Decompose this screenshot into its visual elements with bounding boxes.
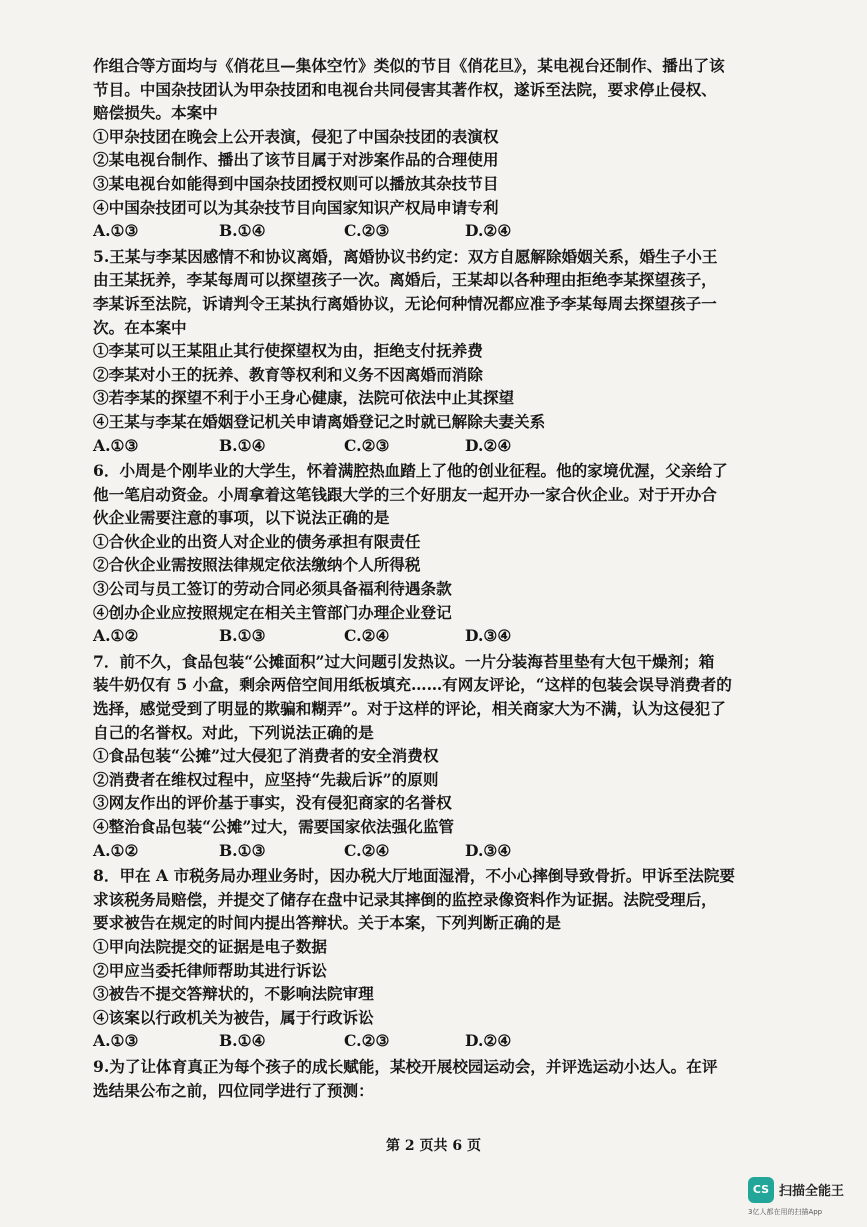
q8-statement: ④该案以行政机关为被告，属于行政诉讼 bbox=[93, 1007, 374, 1027]
q4-statement: ②某电视台制作、播出了该节目属于对涉案作品的合理使用 bbox=[93, 150, 499, 170]
q7-text-line: 自己的名誉权。对此，下列说法正确的是 bbox=[93, 722, 374, 742]
q7-option-b: B.①③ bbox=[219, 840, 266, 860]
q4-statement: ④中国杂技团可以为其杂技节目向国家知识产权局申请专利 bbox=[93, 197, 499, 217]
q6-text-line: 他一笔启动资金。小周拿着这笔钱跟大学的三个好朋友一起开办一家合伙企业。对于开办合 bbox=[93, 484, 717, 504]
q5-statement: ①李某可以王某阻止其行使探望权为由，拒绝支付抚养费 bbox=[93, 341, 483, 361]
q4-option-d: D.②④ bbox=[465, 221, 512, 241]
q6-options bbox=[93, 624, 793, 648]
q8-options bbox=[93, 1029, 793, 1053]
q5-text-line: 5.王某与李某因感情不和协议离婚，离婚协议书约定：双方自愿解除婚姻关系，婚生子小王 bbox=[93, 246, 718, 266]
q7-option-d: D.③④ bbox=[465, 840, 512, 860]
q6-statement: ④创办企业应按照规定在相关主管部门办理企业登记 bbox=[93, 602, 452, 622]
watermark-subtitle: 3亿人都在用的扫描App bbox=[748, 1208, 823, 1216]
q8-text-line: 要求被告在规定的时间内提出答辩状。关于本案，下列判断正确的是 bbox=[93, 913, 561, 933]
q5-text-line: 由王某抚养，李某每周可以探望孩子一次。离婚后，王某却以各种理由拒绝李某探望孩子， bbox=[93, 270, 717, 290]
q6-text-line: 6．小周是个刚毕业的大学生，怀着满腔热血踏上了他的创业征程。他的家境优渥，父亲给了 bbox=[93, 461, 728, 481]
q5-statement: ③若李某的探望不利于小王身心健康，法院可依法中止其探望 bbox=[93, 388, 515, 408]
q5-option-a: A.①③ bbox=[93, 435, 139, 455]
q8-statement: ②甲应当委托律师帮助其进行诉讼 bbox=[93, 960, 327, 980]
q8-option-b: B.①④ bbox=[219, 1031, 266, 1051]
page-number: 第 2 页共 6 页 bbox=[386, 1138, 481, 1154]
q7-options bbox=[93, 839, 793, 863]
q8-text-line: 求该税务局赔偿，并提交了储存在盘中记录其摔倒的监控录像资料作为证据。法院受理后， bbox=[93, 889, 717, 909]
q7-statement: ③网友作出的评价基于事实，没有侵犯商家的名誉权 bbox=[93, 793, 452, 813]
q6-statement: ②合伙企业需按照法律规定依法缴纳个人所得税 bbox=[93, 555, 421, 575]
q7-statement: ①食品包装“公摊”过大侵犯了消费者的安全消费权 bbox=[93, 746, 439, 766]
q6-option-a: A.①② bbox=[93, 626, 139, 646]
q8-option-d: D.②④ bbox=[465, 1031, 512, 1051]
q8-statement: ①甲向法院提交的证据是电子数据 bbox=[93, 936, 327, 956]
q4-statement: ③某电视台如能得到中国杂技团授权则可以播放其杂技节目 bbox=[93, 173, 499, 193]
q8-text-line: 8．甲在 A 市税务局办理业务时，因办税大厅地面湿滑，不小心摔倒导致骨折。甲诉至法院要 bbox=[93, 866, 735, 886]
camscanner-logo-icon: CS bbox=[748, 1177, 774, 1203]
q9-text-line: 9.为了让体育真正为每个孩子的成长赋能，某校开展校园运动会，并评选运动小达人。在评 bbox=[93, 1056, 718, 1076]
q5-option-d: D.②④ bbox=[465, 435, 512, 455]
q5-statement: ④王某与李某在婚姻登记机关申请离婚登记之时就已解除夫妻关系 bbox=[93, 411, 546, 431]
q7-option-a: A.①② bbox=[93, 840, 139, 860]
q8-statement: ③被告不提交答辩状的，不影响法院审理 bbox=[93, 984, 374, 1004]
q5-text-line: 次。在本案中 bbox=[93, 317, 187, 337]
q6-option-b: B.①③ bbox=[219, 626, 266, 646]
q4-option-c: C.②③ bbox=[344, 221, 390, 241]
q7-option-c: C.②④ bbox=[344, 840, 390, 860]
q4-text-line: 节目。中国杂技团认为甲杂技团和电视台共同侵害其著作权，遂诉至法院，要求停止侵权、 bbox=[93, 79, 717, 99]
q7-text-line: 装牛奶仅有 5 小盒，剩余两倍空间用纸板填充……有网友评论，“这样的包装会误导消费者的 bbox=[93, 675, 732, 695]
exam-content bbox=[93, 54, 793, 1102]
q6-option-d: D.③④ bbox=[465, 626, 512, 646]
q5-statement: ②李某对小王的抚养、教育等权利和义务不因离婚而消除 bbox=[93, 364, 483, 384]
q5-options bbox=[93, 434, 793, 458]
q7-statement: ④整治食品包装“公摊”过大，需要国家依法强化监管 bbox=[93, 817, 455, 836]
watermark-title: 扫描全能王 bbox=[779, 1184, 845, 1199]
q6-text-line: 伙企业需要注意的事项，以下说法正确的是 bbox=[93, 508, 390, 528]
q5-option-b: B.①④ bbox=[219, 435, 266, 455]
q5-option-c: C.②③ bbox=[344, 435, 390, 455]
q4-option-a: A.①③ bbox=[93, 221, 139, 241]
scanner-watermark bbox=[748, 1177, 858, 1221]
q7-text-line: 选择，感觉受到了明显的欺骗和糊弄”。对于这样的评论，相关商家大为不满，认为这侵犯了 bbox=[93, 699, 726, 719]
q8-option-a: A.①③ bbox=[93, 1031, 139, 1051]
q9-text-line: 选结果公布之前，四位同学进行了预测： bbox=[93, 1080, 374, 1100]
q4-option-b: B.①④ bbox=[219, 221, 266, 241]
q4-options bbox=[93, 219, 793, 243]
q6-statement: ③公司与员工签订的劳动合同必须具备福利待遇条款 bbox=[93, 579, 452, 599]
q7-statement: ②消费者在维权过程中，应坚持“先裁后诉”的原则 bbox=[93, 769, 439, 789]
q7-text-line: 7．前不久，食品包装“公摊面积”过大问题引发热议。一片分装海苔里垫有大包干燥剂；箱 bbox=[93, 651, 715, 671]
q5-text-line: 李某诉至法院，诉请判令王某执行离婚协议，无论何种情况都应准予李某每周去探望孩子一 bbox=[93, 293, 717, 313]
q4-text-line: 作组合等方面均与《俏花旦—集体空竹》类似的节目《俏花旦》，某电视台还制作、播出了该 bbox=[93, 56, 725, 75]
q4-statement: ①甲杂技团在晚会上公开表演，侵犯了中国杂技团的表演权 bbox=[93, 126, 499, 146]
q6-statement: ①合伙企业的出资人对企业的债务承担有限责任 bbox=[93, 531, 421, 551]
q6-option-c: C.②④ bbox=[344, 626, 390, 646]
q4-text-line: 赔偿损失。本案中 bbox=[93, 103, 218, 123]
q8-option-c: C.②③ bbox=[344, 1031, 390, 1051]
